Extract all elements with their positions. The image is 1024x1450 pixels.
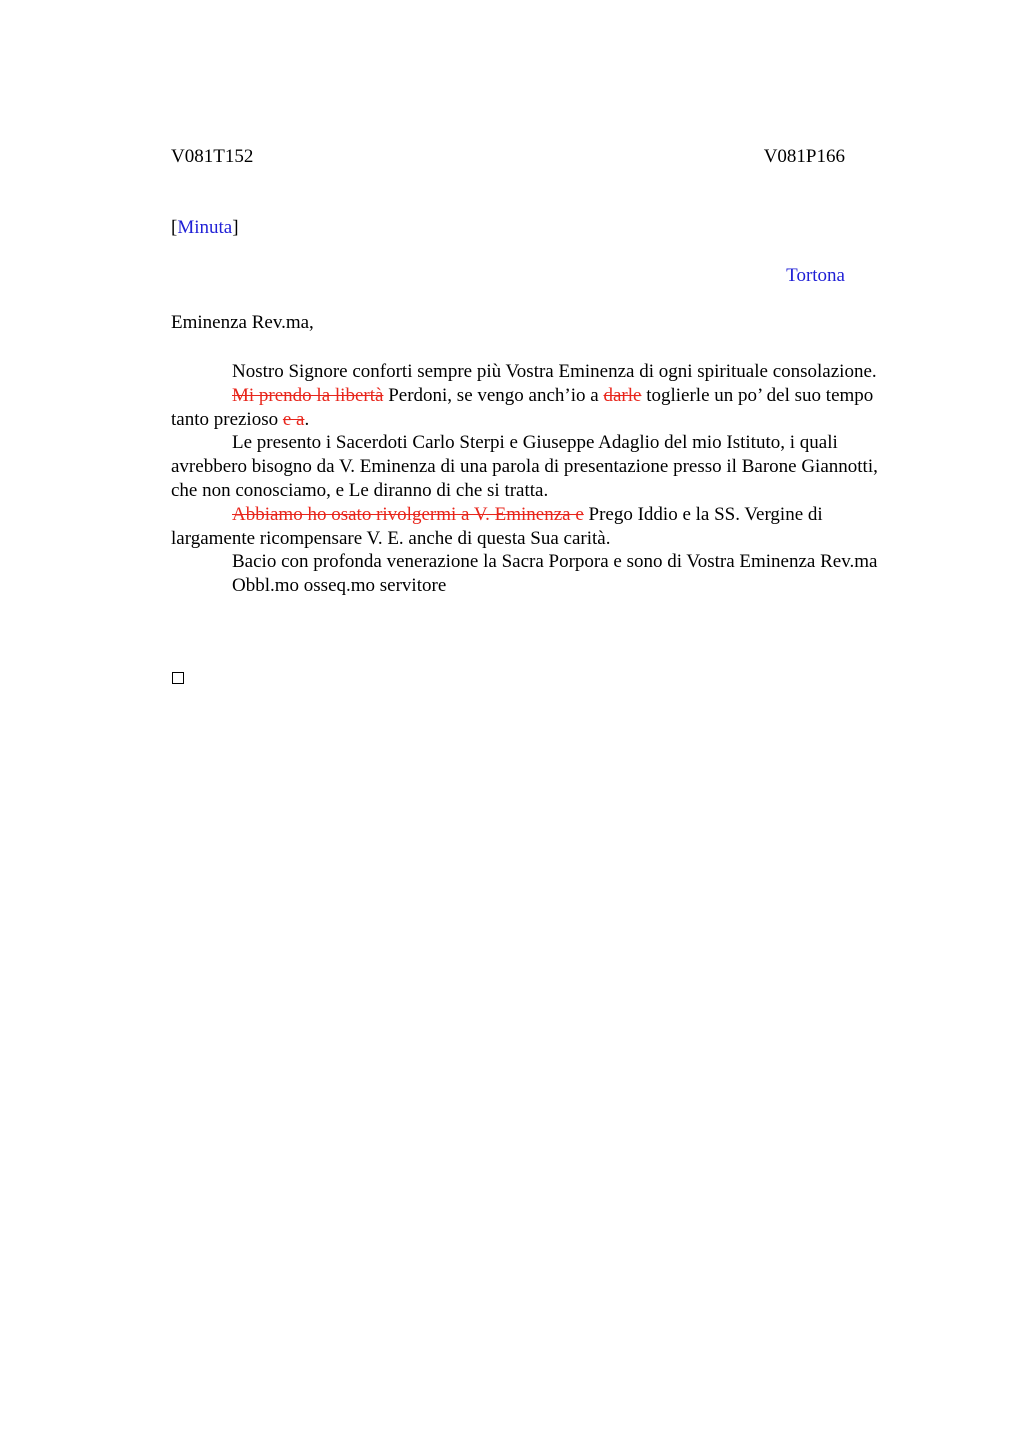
minuta-link[interactable]: Minuta [177,217,233,238]
paragraph-6: Obbl.mo osseq.mo servitore [232,575,447,597]
deleted-text: Mi prendo la libertà [232,384,384,406]
paragraph-4 [171,503,895,551]
document-code-left: V081T152 [171,146,254,167]
deleted-text: Abbiamo ho osato rivolgermi a V. Eminenza e [232,503,584,525]
empty-square-icon [172,672,184,684]
paragraph-text: Prego Iddio e la SS. Vergine di largamente ricompensare V. E. anche di questa Sua carità. [171,503,823,549]
letter-body [171,360,895,598]
document-code-right: V081P166 [763,146,845,167]
paragraph-text: . [304,408,310,430]
paragraph-2 [171,384,895,432]
paragraph-3: Le presento i Sacerdoti Carlo Sterpi e Giuseppe Adaglio del mio Istituto, i quali avrebbero bisogno da V. Eminenza di una parola di presentazione presso il Barone Giannotti, che non conosciamo, e Le diranno di che si tratta. [171,432,878,501]
document-header [171,146,845,170]
paragraph-text: toglierle un po’ del suo tempo tanto prezioso [171,384,874,430]
minuta-label [171,217,239,239]
paragraph-text: Perdoni, se vengo anch’io a [383,384,604,406]
paragraph-5: Bacio con profonda venerazione la Sacra Porpora e sono di Vostra Eminenza Rev.ma [232,551,878,573]
deleted-text: e a [282,408,305,430]
deleted-text: darle [603,384,642,406]
place-link[interactable]: Tortona [786,265,845,286]
minuta-close-bracket: ] [232,217,239,238]
salutation: Eminenza Rev.ma, [171,312,314,333]
minuta-open-bracket: [ [171,217,178,238]
paragraph-1: Nostro Signore conforti sempre più Vostra Eminenza di ogni spirituale consolazione. [232,361,877,382]
